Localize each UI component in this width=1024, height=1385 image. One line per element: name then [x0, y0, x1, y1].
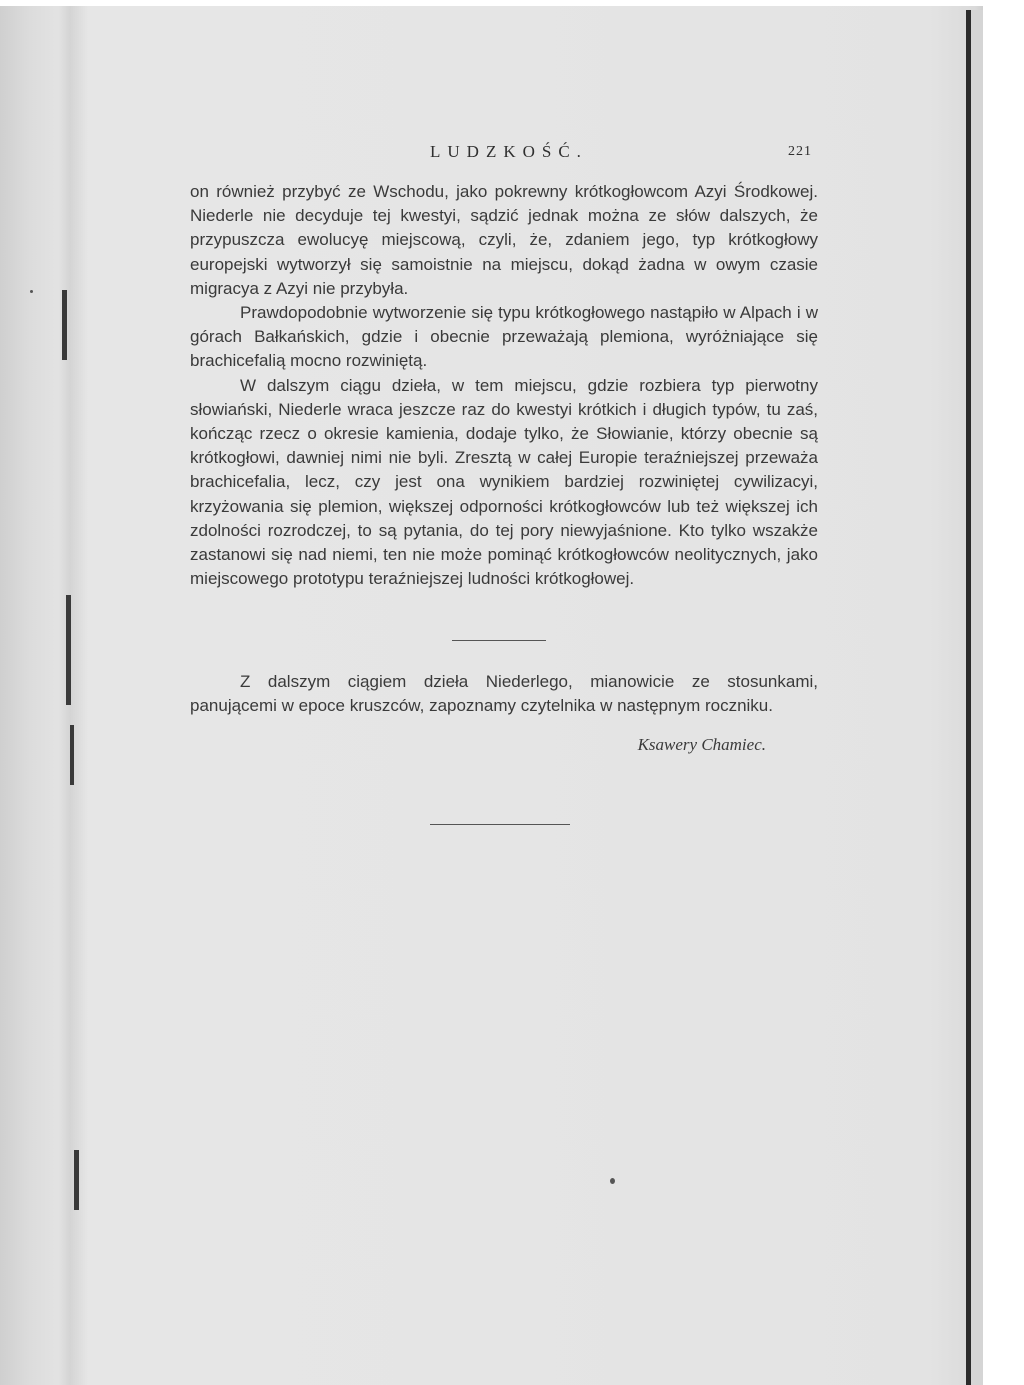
paragraph-2: Prawdopodobnie wytworzenie się typu krótkogłowego nastąpiło w Alpach i w górach Bałkańskich, gdzie i obecnie przeważają plemiona, wyróżniające się brachicefalią mocno rozwiniętą.: [190, 303, 818, 371]
binding-mark: [66, 595, 71, 705]
end-divider: [430, 824, 570, 825]
ink-speck: [30, 290, 33, 293]
paragraph-1: on również przybyć ze Wschodu, jako pokrewny krótkogłowcom Azyi Środkowej. Niederle nie decyduje tej kwestyi, sądzić jednak można ze słów dalszych, że przypuszcza ewolucyę miejscową, czyli, że, zdaniem jego, typ krótkogłowy europejski wytworzył się samoistnie na miejscu, dokąd żadna w owym czasie migracya z Azyi nie przybyła.: [190, 182, 818, 298]
page-number: 221: [788, 144, 812, 159]
paragraph-3: W dalszym ciągu dzieła, w tem miejscu, gdzie rozbiera typ pierwotny słowiański, Niederle wraca jeszcze raz do kwestyi krótkich i długich typów, tu zaś, kończąc rzecz o okresie kamienia, dodaje tylko, że Słowianie, którzy obecnie są krótkogłowi, dawniej nimi nie byli. Zresztą w całej Europie teraźniejszej przeważa brachicefalia, lecz, czy jest ona wynikiem bardziej rozwiniętej cywilizacyi, krzyżowania się plemion, większej odporności krótkogłowców lub też większej ich zdolności rozrodczej, to są pytania, do tej pory niewyjaśnione. Kto tylko wszakże zastanowi się nad niemi, ten nie może pominąć krótkogłowców neolitycznych, jako miejscowego prototypu teraźniejszej ludności krótkogłowej.: [190, 375, 818, 589]
author-signature: Ksawery Chamiec.: [637, 735, 766, 754]
section-divider: [452, 640, 546, 641]
spine-shadow: [58, 6, 88, 1385]
page-edge-light: [971, 10, 983, 1385]
page-header: [190, 142, 818, 166]
article-body: [190, 180, 818, 591]
binding-mark: [62, 290, 67, 360]
closing-note: [190, 670, 818, 718]
binding-mark: [74, 1150, 79, 1210]
binding-mark: [70, 725, 74, 785]
running-title: LUDZKOŚĆ.: [430, 142, 588, 161]
ink-speck: [610, 1178, 615, 1184]
closing-paragraph: Z dalszym ciągiem dzieła Niederlego, mianowicie ze stosunkami, panującemi w epoce kruszców, zapoznamy czytelnika w następnym roczniku.: [190, 672, 818, 716]
